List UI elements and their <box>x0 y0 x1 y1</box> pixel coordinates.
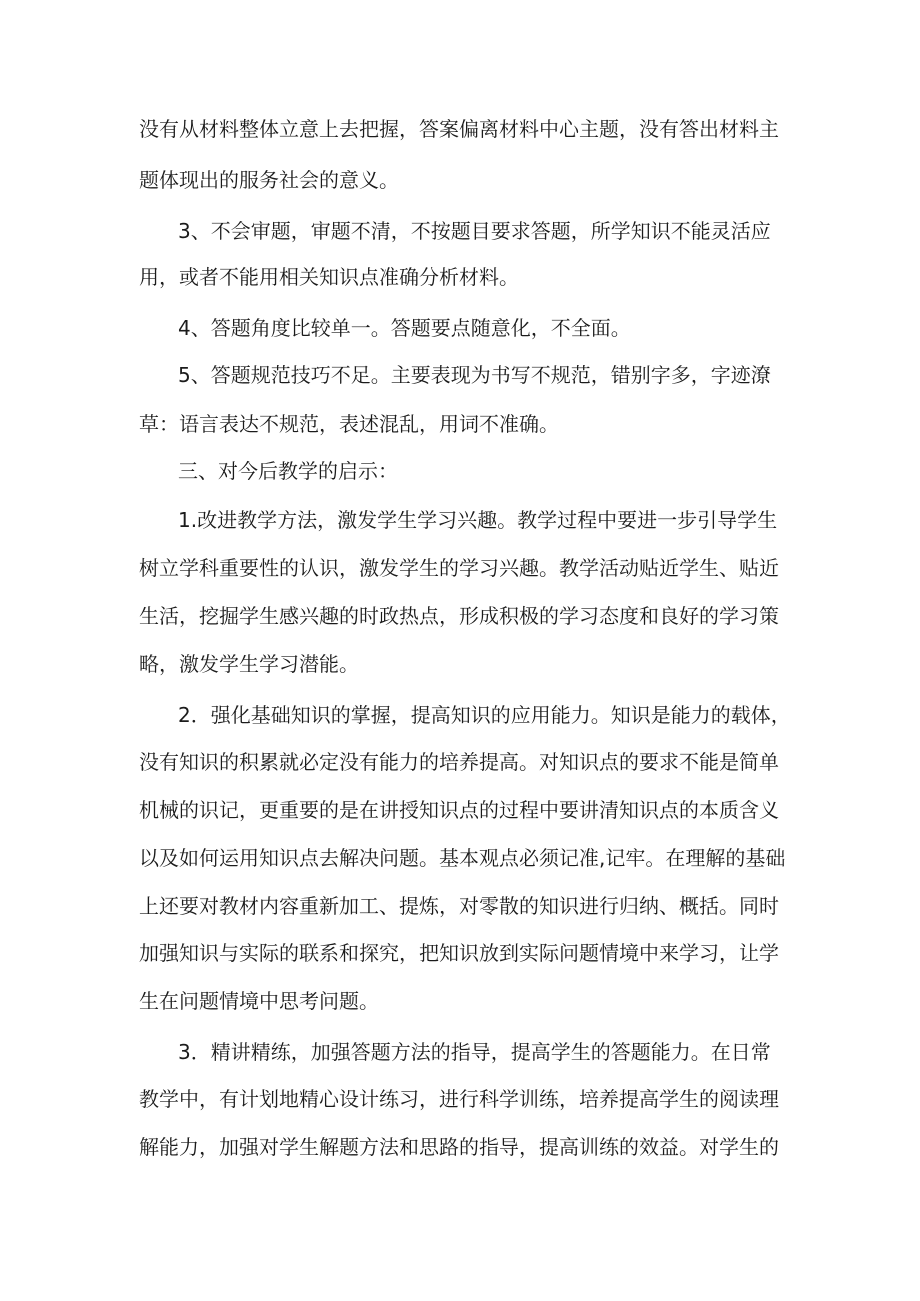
text-line: 上还要对教材内容重新加工、提炼，对零散的知识进行归纳、概括。同时 <box>139 894 779 918</box>
text-line: 教学中，有计划地精心设计练习，进行科学训练，培养提高学生的阅读理 <box>139 1087 779 1111</box>
text-line: 加强知识与实际的联系和探究，把知识放到实际问题情境中来学习，让学 <box>139 941 779 965</box>
text-line: 生在问题情境中思考问题。 <box>139 989 379 1013</box>
text-line: 以及如何运用知识点去解决问题。基本观点必须记准,记牢。在理解的基础 <box>139 846 786 870</box>
text-line: 用，或者不能用相关知识点准确分析材料。 <box>139 265 519 289</box>
text-line: 1.改进教学方法，激发学生学习兴趣。教学过程中要进一步引导学生 <box>178 508 778 532</box>
text-line: 5、答题规范技巧不足。主要表现为书写不规范，错别字多，字迹潦 <box>178 363 771 387</box>
text-line: 3．精讲精练，加强答题方法的指导，提高学生的答题能力。在日常 <box>178 1040 771 1064</box>
heading-line: 三、对今后教学的启示： <box>178 459 398 483</box>
text-line: 没有知识的积累就必定没有能力的培养提高。对知识点的要求不能是简单 <box>139 750 779 774</box>
text-line: 生活，挖掘学生感兴趣的时政热点，形成积极的学习态度和良好的学习策 <box>139 604 779 628</box>
text-line: 没有从材料整体立意上去把握，答案偏离材料中心主题，没有答出材料主 <box>139 117 779 141</box>
text-line: 略，激发学生学习潜能。 <box>139 652 359 676</box>
text-line: 草：语言表达不规范，表述混乱，用词不准确。 <box>139 412 559 436</box>
text-line: 树立学科重要性的认识，激发学生的学习兴趣。教学活动贴近学生、贴近 <box>139 556 779 580</box>
text-line: 题体现出的服务社会的意义。 <box>139 168 399 192</box>
text-line: 解能力，加强对学生解题方法和思路的指导，提高训练的效益。对学生的 <box>139 1135 779 1159</box>
text-line: 机械的识记，更重要的是在讲授知识点的过程中要讲清知识点的本质含义 <box>139 798 779 822</box>
text-line: 4、答题角度比较单一。答题要点随意化，不全面。 <box>178 316 631 340</box>
text-line: 2．强化基础知识的掌握，提高知识的应用能力。知识是能力的载体， <box>178 703 791 727</box>
text-line: 3、不会审题，审题不清，不按题目要求答题，所学知识不能灵活应 <box>178 219 771 243</box>
